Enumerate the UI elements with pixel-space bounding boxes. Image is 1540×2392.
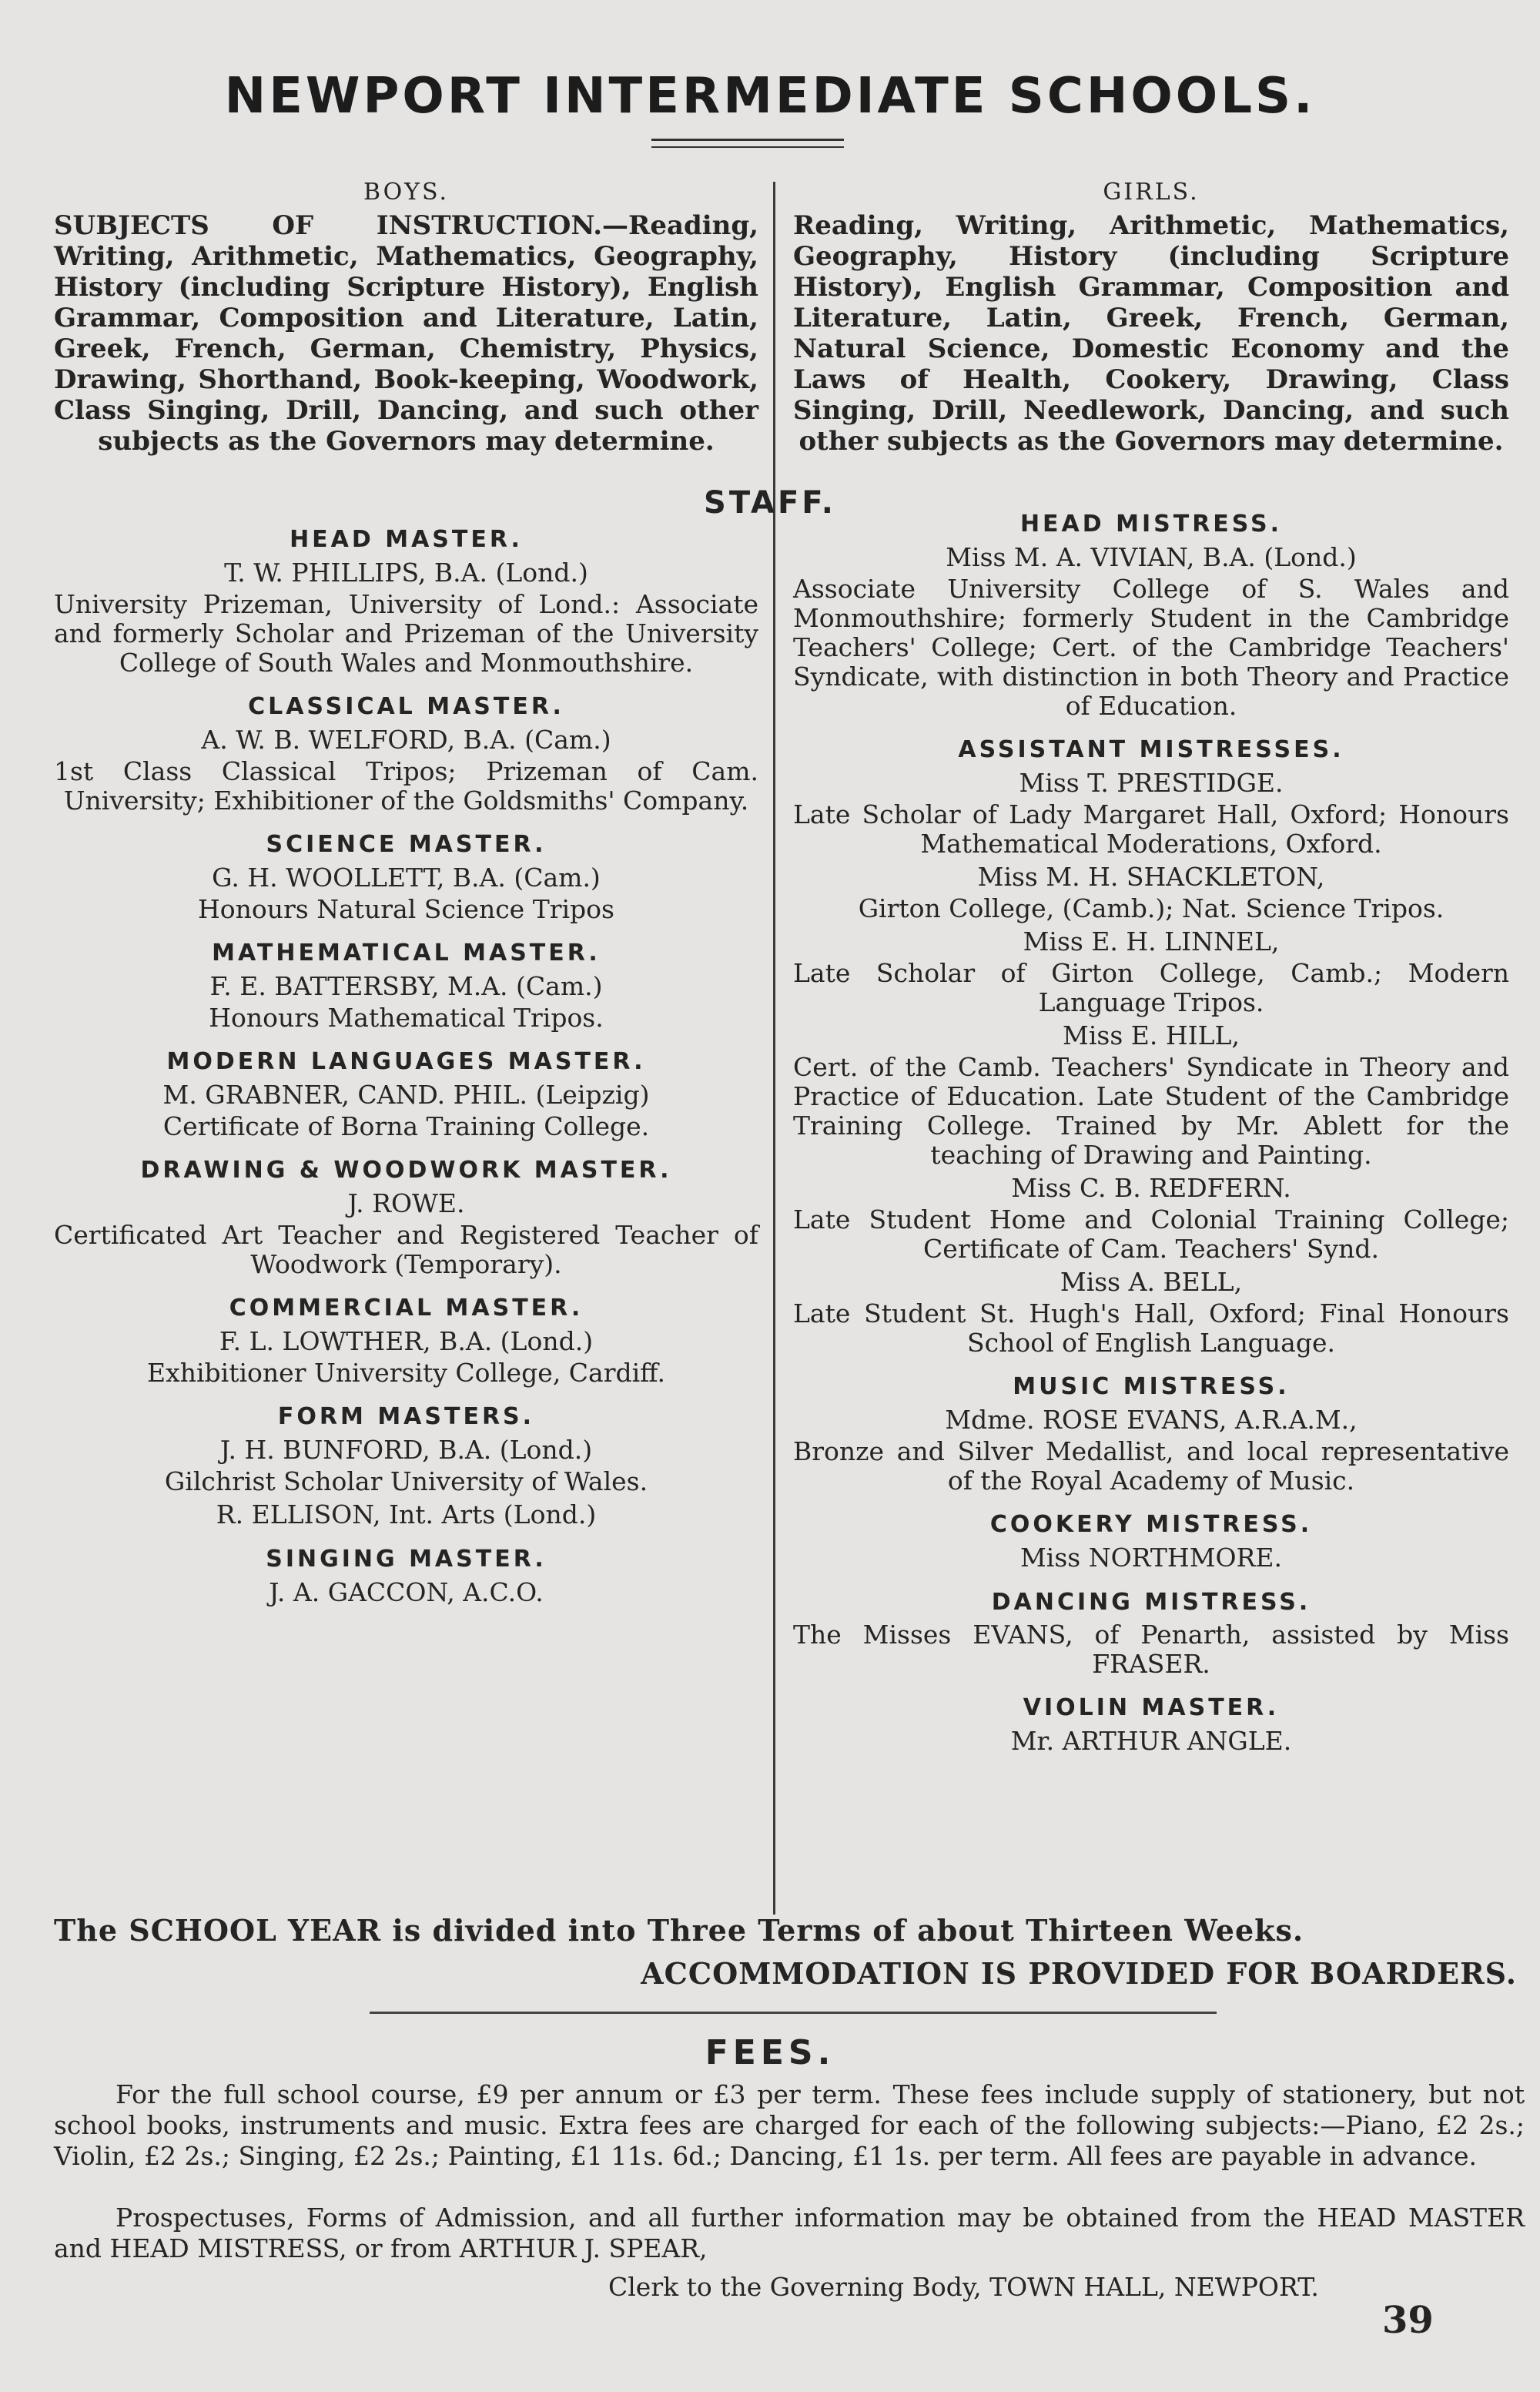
form-masters-role: FORM MASTERS. <box>277 1403 535 1430</box>
fees-rule <box>370 2012 1217 2014</box>
drawing-master-role: DRAWING & WOODWORK MASTER. <box>140 1157 672 1184</box>
form-master-name-2: R. ELLISON, Int. Arts (Lond.) <box>216 1499 597 1529</box>
classical-master-name: A. W. B. WELFORD, B.A. (Cam.) <box>201 725 611 755</box>
head-mistress-desc: Associate University College of S. Wales and Monmouthshire; formerly Student in the Cambridge Teachers' College; Cert. of the Cambridge Teachers' Syndicate, with distinction in both Theory and Practice of Education. <box>793 574 1509 721</box>
commercial-master-role: COMMERCIAL MASTER. <box>229 1295 584 1322</box>
fees-text: For the full school course, £9 per annum or £3 per term. These fees include supply of stationery, but not school books, instruments and music. Extra fees are charged for each of the following subjects:—Piano, £2 2s.; Violin, £2 2s.; Singing, £2 2s.; Painting, £1 11s. 6d.; Dancing, £1 1s. per term. All fees are payable in advance. <box>54 2079 1525 2171</box>
title-rule-second <box>651 146 844 148</box>
commercial-master-desc: Exhibitioner University College, Cardiff. <box>147 1358 665 1388</box>
boys-subjects: SUBJECTS OF INSTRUCTION.—Reading, Writing, Arithmetic, Mathematics, Geography, History (including Scripture History), English Grammar, Composition and Literature, Latin, Greek, French, German, Chemistry, Physics, Drawing, Shorthand, Book-keeping, Woodwork, Class Singing, Drill, Dancing, and such other subjects as the Governors may determine. <box>54 210 758 457</box>
head-master-name: T. W. PHILLIPS, B.A. (Lond.) <box>224 558 588 588</box>
accommodation-notice: ACCOMMODATION IS PROVIDED FOR BOARDERS. <box>641 1956 1517 1991</box>
mathematical-master-role: MATHEMATICAL MASTER. <box>212 940 601 967</box>
assistant-mistresses-role: ASSISTANT MISTRESSES. <box>958 736 1344 763</box>
column-divider <box>773 182 775 1915</box>
assistant-mistress-desc-6: Late Student St. Hugh's Hall, Oxford; Final Honours School of English Language. <box>793 1298 1509 1358</box>
music-mistress-role: MUSIC MISTRESS. <box>1013 1373 1290 1400</box>
classical-master-role: CLASSICAL MASTER. <box>248 693 564 720</box>
cookery-mistress-name: Miss NORTHMORE. <box>1020 1543 1282 1573</box>
head-mistress-name: Miss M. A. VIVIAN, B.A. (Lond.) <box>946 542 1357 572</box>
assistant-mistress-desc-4: Cert. of the Camb. Teachers' Syndicate in Theory and Practice of Education. Late Student of the Cambridge Training College. Trained by Mr. Ablett for the teaching of Drawing and Painting. <box>793 1052 1509 1170</box>
assistant-mistress-desc-1: Late Scholar of Lady Margaret Hall, Oxford; Honours Mathematical Moderations, Oxford. <box>793 799 1509 859</box>
assistant-mistress-name-6: Miss A. BELL, <box>1060 1267 1243 1297</box>
boys-column <box>54 179 758 1608</box>
mathematical-master-name: F. E. BATTERSBY, M.A. (Cam.) <box>209 971 603 1001</box>
assistant-mistress-name-3: Miss E. H. LINNEL, <box>1023 926 1280 956</box>
head-mistress-role: HEAD MISTRESS. <box>1019 511 1283 538</box>
girls-heading: GIRLS. <box>1103 179 1200 206</box>
singing-master-role: SINGING MASTER. <box>266 1546 547 1573</box>
form-master-desc-1: Gilchrist Scholar University of Wales. <box>164 1466 648 1496</box>
page-number: 39 <box>1382 2299 1434 2342</box>
page-title: NEWPORT INTERMEDIATE SCHOOLS. <box>224 68 1316 125</box>
staff-heading: STAFF. <box>704 485 836 521</box>
staff-heading-spacer-right <box>793 464 1509 495</box>
science-master-role: SCIENCE MASTER. <box>266 831 547 858</box>
drawing-master-desc: Certificated Art Teacher and Registered Teacher of Woodwork (Temporary). <box>54 1220 758 1279</box>
violin-master-role: VIOLIN MASTER. <box>1023 1694 1280 1721</box>
assistant-mistress-desc-3: Late Scholar of Girton College, Camb.; Modern Language Tripos. <box>793 958 1509 1017</box>
drawing-master-name: J. ROWE. <box>347 1188 465 1218</box>
dancing-mistress-desc: The Misses EVANS, of Penarth, assisted by Miss FRASER. <box>793 1620 1509 1679</box>
science-master-desc: Honours Natural Science Tripos <box>198 894 614 924</box>
cookery-mistress-role: COOKERY MISTRESS. <box>989 1511 1313 1538</box>
girls-subjects: Reading, Writing, Arithmetic, Mathematics, Geography, History (including Scripture History), English Grammar, Composition and Literature, Latin, Greek, French, German, Natural Science, Domestic Economy and the Laws of Health, Cookery, Drawing, Class Singing, Drill, Needlework, Dancing, and such other subjects as the Governors may determine. <box>793 210 1509 457</box>
commercial-master-name: F. L. LOWTHER, B.A. (Lond.) <box>219 1326 594 1356</box>
assistant-mistress-name-1: Miss T. PRESTIDGE. <box>1019 768 1284 798</box>
science-master-name: G. H. WOOLLETT, B.A. (Cam.) <box>212 863 601 893</box>
prospectuses-text: Prospectuses, Forms of Admission, and all further information may be obtained from the HEAD MASTER and HEAD MISTRESS, or from ARTHUR J. SPEAR, <box>54 2203 1525 2263</box>
modern-languages-master-name: M. GRABNER, CAND. PHIL. (Leipzig) <box>162 1080 650 1110</box>
title-rule <box>651 139 844 141</box>
form-master-name-1: J. H. BUNFORD, B.A. (Lond.) <box>219 1435 593 1465</box>
music-mistress-name: Mdme. ROSE EVANS, A.R.A.M., <box>945 1405 1358 1435</box>
assistant-mistress-desc-2: Girton College, (Camb.); Nat. Science Tripos. <box>858 893 1445 923</box>
boys-heading: BOYS. <box>363 179 450 206</box>
fees-heading: FEES. <box>705 2033 835 2072</box>
head-master-desc: University Prizeman, University of Lond.: Associate and formerly Scholar and Prizeman of the University College of South Wales and Monmouthshire. <box>54 589 758 678</box>
mathematical-master-desc: Honours Mathematical Tripos. <box>209 1003 604 1033</box>
assistant-mistress-name-2: Miss M. H. SHACKLETON, <box>977 862 1325 892</box>
school-year-notice: The SCHOOL YEAR is divided into Three Terms of about Thirteen Weeks. <box>54 1913 1304 1948</box>
dancing-mistress-role: DANCING MISTRESS. <box>991 1589 1311 1616</box>
modern-languages-master-desc: Certificate of Borna Training College. <box>162 1111 650 1141</box>
clerk-line: Clerk to the Governing Body, TOWN HALL, NEWPORT. <box>608 2272 1319 2302</box>
girls-column <box>793 179 1509 1757</box>
head-master-role: HEAD MASTER. <box>290 526 523 553</box>
modern-languages-master-role: MODERN LANGUAGES MASTER. <box>166 1048 646 1075</box>
violin-master-name: Mr. ARTHUR ANGLE. <box>1010 1726 1292 1756</box>
assistant-mistress-name-5: Miss C. B. REDFERN. <box>1011 1173 1291 1203</box>
singing-master-name: J. A. GACCON, A.C.O. <box>269 1577 544 1607</box>
assistant-mistress-name-4: Miss E. HILL, <box>1063 1020 1240 1050</box>
assistant-mistress-desc-5: Late Student Home and Colonial Training College; Certificate of Cam. Teachers' Synd. <box>793 1204 1509 1264</box>
music-mistress-desc: Bronze and Silver Medallist, and local representative of the Royal Academy of Music. <box>793 1436 1509 1496</box>
classical-master-desc: 1st Class Classical Tripos; Prizeman of Cam. University; Exhibitioner of the Goldsmiths' Company. <box>54 756 758 816</box>
